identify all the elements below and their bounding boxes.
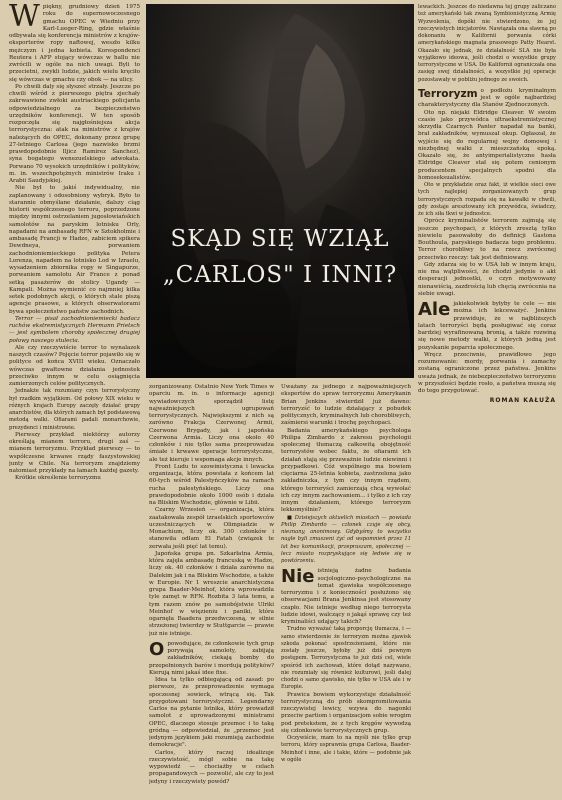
paragraph: Front Ludu to szowinistyczna i lewacka organizacja, która powstała z końcem lat 60-tych wśród Palestyńczyków na ramach rucha palestyńskiego. Liczy ona prawdopodobnie około 1000 osób i działa na Bliskim Wschodzie, głównie w Libii. (149, 463, 274, 506)
headline-line-1: SKĄD SIĘ WZIĄŁ (170, 226, 390, 252)
paragraph: Jednakże tak rozumiany czyn terrorystyczny był rzadkim wyjątkiem. Od połowy XIX wieku w różnych krajach Europy zaczęły działać grupy anarchistów, dla których zamach był podstawową metodą walki. Ofiarami padali monarchowie, prezydenci i ministrowie. (9, 388, 140, 431)
paragraph: Krótkie określenie terroryzmu (15, 475, 101, 482)
paragraph: jakiekolwiek byłyby te cele — nie można ich lekceważyć. Jenkins przewiduje, że w najbliższych latach terroryści będą posługiwać się coraz bardziej wyrafinowaną bronią, a także rozwiną się nowe metody walki, z których jedną jest pozyskanie poparcia społecznego. (418, 301, 556, 351)
paragraph: Uważany za jednego z najpoważniejszych ekspertów do spraw terroryzmu Amerykanin Brian Jenkins stwierdził już dawno: terroryzść to ludzie działający z pobudek politycznych, kryminalnych lub chorobliwych, zaśmiersi warunki i trochę psychopaci. (281, 384, 411, 427)
author-byline: ROMAN KAŁUŻA (489, 397, 556, 405)
drop-cap: O (149, 638, 165, 660)
article-column-1 (9, 4, 140, 796)
paragraph: istnieją żadne badania socjologiczno-psychologiczne na temat zjawiska współczesnego terroryzmu i z konieczności posłużono się obserwacjami Brana Jenkinsa jest stosowany czapło. Nie istnieje według niego terrorysta ludzie idowi, walczący o jakąś sprawę czy też kryminaliści udający takich? (281, 568, 411, 625)
photo-image (146, 4, 414, 378)
paragraph: Badania amerykańskiego psychologa Philipa Zimbardo z zakresu psychologii społecznej tłumaczą całkowitą obojętność terrorystów wobec faktu, że ofiarami ich działań stają się przeważnie ludzie niewinni i przypadkowi. Cóż wspólnego ma bowiem cięciarna 25-letnia kobieta, zastrzelona jako zakładniczka, z tym czy innym rządem, którego terroryści zamierzają chcą wywołać ich czy innym zachowaniem... i tylko z ich czy innym działaniem, którego terroryzm lekkomyślnie? (281, 427, 411, 514)
paragraph: Prawica bowiem wykorzystuje działalność terrorystyczną do prób skompromitowania rzeczywistej lewicy, wzywa do nagonki przeciw partiom i organizacjom sobie wrogim pod pretekstem, że z tych kręgów wywodzą się członkowie terrorystycznych grup. (281, 691, 411, 734)
article-column-4 (418, 4, 556, 794)
paragraph: Gdy zdarza się to w USA lub w innym kraju, nie ma wątpliwości, że chodzi jedynie o akt desperacji jednostki, o czyn motywowany nienawiścią, zazdrością lub chęcią zwrócenia na siebie uwagi. (418, 261, 556, 297)
paragraph: Trudno wyważać taką proporcję tłumacza, i — samo stwierdzenie że terroryzm można zjawisk szkoda pokonać spostrzeżeniami, które nie zostały jeszcze, byłoby już dziś pewnym postępem. Terrorystyczna to już dziś cel, wiele spośród ich zachowań, które dotąd nazywano, nie rozumiały się również kulturowi, jeśli dalej chodzi o samo zjawisko, nie tylko w USA ale i w Europie. (281, 626, 411, 691)
drop-cap: Ale (418, 299, 451, 320)
drop-cap: Nie (281, 566, 315, 588)
paragraph: Japońska grupa pn. Szkarłatna Armia, która zajęła ambasadę francuską w Hadze, liczy ok. 40 członków i działa zarówno na Dalekim jak i na Bliskim Wschodzie, a także w Europie. Nr 1 wreszcie anarchistyczna grupa Baader-Meinhof, która wprowadziła tyle zamęt w RFN. Rozbita 3 lata temu, a tym razem znów po samobójstwie Ulriki Meinhof w więzieniu i paniki, która ogarnęła Baadera przedwczesną, w silnie strzeżonej twierdzy w Stuttgarcie — prawie już nie istnieje. (149, 550, 274, 637)
drop-cap: W (9, 4, 40, 34)
paragraph: Oto np. niejaki Eldridge Cleaver. W swoim czasie jako przywódca ultraekstremistycznej skrzydła Czarnych Panter napadał na banki, brał zakładników, wymuszał okup. Ogłaszał, że wyjście się do regularnej wojny domowej i niezbędnej walki z mieszczańską epoką. Okazało się, że antyimperialistyczne hasła Eldridge Cleaver stał się potem cenionym producentem specjalnych spodni dla homoseksualistów. (418, 109, 556, 181)
paragraph: Pierwszy przykład niektórzy autorzy określają mianem terroru, drugi zaś — mianem terroryzmu. Przykład pierwszy — to współczesne krwawe rządy faszystowskiej junty w Chile. Na terroryzm znajdziemy natomiast przykłady na łamach każdej gazety. (9, 431, 140, 474)
paragraph: Oto w przykładzie oraz fakt, iż wielkie sieci owe tych najlepiej zorganizowanych grup terrorystycznych rozpada się na kawałki w chwili, gdy zostaje aresztowany ich przywódca, świadczy, że ich siła tkwi w jednostce. (418, 182, 556, 217)
paragraph: Oczywiście, mam to na myśli nie tylko grup terroru, który usprawnia grupa Carlosa, Baader-Meinhof i inne, ale i takie, które — podobnie jak w ogóle (281, 735, 411, 763)
paragraph: Ale czy rzeczywiście terror to wynalazek naszych czasów? Pojęcie terror pojawiło się w polityce od końca XVIII wieku. Oznaczało wówczas gwałtowne działania jednostek przeciwko innym w celu osiągnięcia zamierzonych celów politycznych. (9, 344, 140, 387)
paragraph: lewackich. Jeszcze do niedawna tej grupy zaliczano też amerykański tak zwaną Symbionistyczną Armię Wyzwolenia, dopóki nie stwierdzono, że jej rzeczywistych inicjatorów. Nawiązała ona sławną po dokonaniu w Kalifornii porwania córki amerykańskiego magnata prasowego Patty Hearst. Okazało się jednak, że działalność SLA nie była wyjątkowo ideowa, jeśli chodzi o wszystkie grupy terrorystyczne w USA. Do Kalifornii ograniczała ona zasięg swej działalności, a wszystkie jej operacje pozostawały w pobliżu jednego ze swoich. (418, 4, 556, 83)
article-column-3 (281, 384, 411, 796)
run-in-heading: Terroryzm (418, 87, 478, 100)
paragraph: Idea ta tylko odbiegającą od zasad: po pierwsze, że przeprowadzenie wymaga spoczesnej sowieck, wtrącą się. Tak przygotowani terrorystyczni. Legendarny Carlos na pytanie lotnika, który prowadził samolot z uprowadzonymi ministrami OPEC, dlaczego stosuje przemoc i to taką gródną — odpowiedział, że „przemoc jest jedynym językiem jaki rozumieją zachodnie demokracje". (149, 677, 274, 749)
paragraph: Carlos, który raczej idealizuje rzeczywistość, mógł sobie na takę wypowiedź — chociażby w celach propagandowych — pozwolić, ale czy to jest jedyny i rzeczywisty powód? (149, 749, 274, 785)
article-headline (150, 221, 410, 293)
paragraph: zorganizowany. Ostatnio New York Times w oparciu m. in. o informacje agencji wywiadowczych sporządził listę najważniejszych ugrupowań terrorystycznych. Największymi z nich są zarówno Frakcja Czerwonej Armii, Czerwone Brygady, jak i japońska Czerwona Armia. Liczy ona około 40 członków i nie tylko sama przeprowadza śmiałe i krwawe operacje terrorystyczne, ale też kieruje i wspomaga akcje innych. (149, 384, 274, 463)
article-column-2 (149, 384, 274, 796)
article-photo (146, 4, 414, 378)
paragraph: Po chwili daly się słyszeć strzały. Jeszcze po chwili wśród z pierwszego piętra zjechały zakrwawione zwłoki austriackiego policjanta odpowiedzialnego za bezpieczeństwo urzędników konferencji. W ten sposób rozpoczęła się najgłośniejsza akcja terrorystyczna: atak na ministrów z krajów należących do OPEC, dokonany przez grupę 27-letniego Carlosa (jego nazwisko brzmi prawdopodobnie Iljicz Ramirez Sanchez), syna bogatego wenezuelskiego adwokata. Porwano 70 wysokich urzędników i polityków, m. in. wszechpotężnych ministrów Iraku i Arabii Saudyjskiej. (9, 83, 140, 184)
paragraph: Czarny Wrzesień — organizacja, która zaatakowała zespół izraelskich sportowców uczestniczących w Olimpiadzie w Monachium, liczy ok. 300 członków i stanowiła odłam El Fatah (związek te zerwała jeśli pięć lat temu). (149, 507, 274, 550)
paragraph: ■ Dzisiejszych aktuelich miastach — powiada Philip Zimbardo — członek czuje się obcy, nieznany, anonimowy. Gdybyśmy to wszystko nagle byli zmuszeni żyć od wspomnień przez 11 lat bez komunikacji, przepraszam, społecznej — lecz miasto rozpryskujące się ledwie się w powtórzeniu. (281, 514, 411, 564)
paragraph: powodujące, że członkowie tych grup porywają samoloty, zabijają zakładników, ciekają bomby do przepełnionych barów i mordują polityków? Kierują nimi jakaś idee fixe. (149, 640, 274, 676)
paragraph: Nie był to jakiś indywidualny, nie zaplanowany i odosobniony wybryk. Było to starannie obmyślane działanie, dalszy ciąg historii współczesnego terroru, poprzedzone między innymi ostrzelaniem jugosłowiańskich samolotów na paryskim lotnisku Orly, napadami na ambasadę RFN w Sztokholmie i ambasadę Francji w Hadze, zabiciem spikera Dewdneya, porwaniem zachodnioniemieckiego polityka Petera Lorenza, napadem na lotnisko Lod w Izraelu, wysadzeniem zbiornika ropy w Singapurze, porwaniem samolotu Air France z ponad setką pasażerów do stolicy Ugandy — Kampali. Można wymienić co najmniej kilka setek podobnych akcji, o których stale piszą agencje prasowe, a których obserwatorami bywa społeczeństwo państw zachodnich. (9, 185, 140, 315)
paragraph: o podłożu kryminalnym jest w ogóle najbardziej charakterystyczny dla Stanów Zjednoczonych. (418, 87, 556, 109)
paragraph: piękny, grudniowy dzień 1975 roku do supernowoczesnego gmachu OPEC w Wiedniu przy Karl-Lueger-Ring, gdzie właśnie odbywała się konferencja ministrów z krajów-eksporterów ropy naftowej, weszło kilku mężczyzn i jedna kobieta. Korespondenci Reutera i AFP stojący wówczas w hallu nie zwrócili w ogóle na nich uwagi. Byli to przecietni, zwykli ludzie, jakich wielu kręciło się wówczas w gmachu czy obok — na ulicy. (9, 4, 140, 83)
paragraph: Terror — pisał zachodnioniemiecki badacz ruchów ekstremistycznych Hermann Prietsch — jest symbolem choroby społecznej drugiej połowy naszego stulecia. (9, 315, 140, 344)
headline-line-2: „CARLOS" I INNI? (162, 262, 398, 288)
paragraph: Oprócz kryminalistów terrorem zajmują się jeszcze psychopaci, z których zresztą tylko niewielu pasowałoby do definicji Gastona Bouthoula, paryskiego badacza tego problemu. Terror chorobliwy to na rzecz zwróconej przeciwko rzeczy: tak jest definiowany. (418, 218, 556, 261)
paragraph: Wręcz przeciwnie, prawidłowo jego rozumowanie: mordy, porwania i zamachy zostaną ograniczone przez państwa. Jenkins uważa jednak, że niebezpieczeństwo terroryzmu w przyszłości będzie rosło, a państwa muszą się do tego przygotować. (418, 351, 556, 394)
